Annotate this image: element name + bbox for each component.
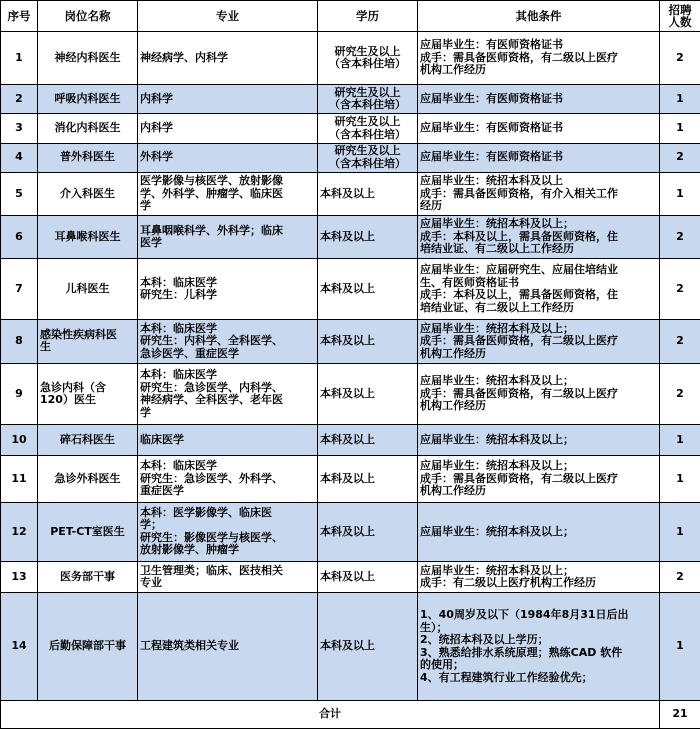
cell-cond-line: 机构工作经历 — [420, 63, 486, 77]
cell-edu-line: 本科及以上 — [320, 433, 375, 447]
cell-major-line: 放射影像学、肿瘤学 — [140, 543, 239, 557]
cell-count: 1 — [660, 593, 700, 701]
cell-major — [138, 143, 318, 172]
cell-edu — [318, 216, 418, 259]
cell-major-line: 神经病学、全科医学、老年医 — [140, 393, 283, 407]
cell-edu — [318, 456, 418, 502]
cell-post — [38, 32, 138, 85]
cell-cond — [418, 593, 660, 701]
cell-cond-line: 应届毕业生：统招本科及以上； — [420, 563, 574, 577]
cell-count: 1 — [660, 172, 700, 215]
cell-post — [38, 114, 138, 143]
cell-cond-line: 4、有工程建筑行业工作经验优先； — [420, 670, 593, 684]
cell-count: 2 — [660, 259, 700, 319]
cell-major — [138, 456, 318, 502]
cell-edu-line: 研究生及以上 — [334, 115, 401, 129]
cell-no: 3 — [1, 114, 38, 143]
cell-count: 1 — [660, 456, 700, 502]
cell-edu-line: 本科及以上 — [320, 229, 375, 243]
cell-major-line: 研究生：急诊医学、外科学、 — [140, 471, 283, 485]
cell-cond-line: 应届毕业生：统招本科及以上； — [420, 433, 574, 447]
cell-major-line: 学、外科学、肿瘤学、临床医 — [140, 186, 283, 200]
cell-post-line: 急诊内科（含 — [40, 380, 106, 394]
cell-post-line: 耳鼻喉科医生 — [54, 229, 121, 243]
cell-cond-line: 应届毕业生：有医师资格证书 — [420, 121, 563, 135]
table-row — [1, 502, 700, 561]
cell-cond — [418, 143, 660, 172]
cell-post — [38, 593, 138, 701]
total-row — [1, 701, 700, 729]
cell-no: 11 — [1, 456, 38, 502]
cell-major — [138, 114, 318, 143]
cell-post — [38, 363, 138, 424]
header-count — [660, 1, 700, 32]
cell-edu-line: （含本科住培） — [329, 57, 406, 71]
table-row — [1, 562, 700, 593]
cell-cond — [418, 562, 660, 593]
cell-no: 5 — [1, 172, 38, 215]
cell-cond-line: 1、40周岁及以下（1984年8月31日后出 — [420, 608, 629, 622]
cell-cond-line: 机构工作经历 — [420, 399, 486, 413]
header-post: 岗位名称 — [38, 1, 138, 32]
cell-major-line: 研究生：内科学、全科医学、 — [140, 334, 283, 348]
cell-cond — [418, 425, 660, 456]
cell-major-line: 本科：医学影像学、临床医 — [140, 505, 272, 519]
cell-no: 13 — [1, 562, 38, 593]
cell-post — [38, 216, 138, 259]
cell-post — [38, 319, 138, 363]
cell-cond-line: 生）； — [420, 620, 448, 634]
cell-edu — [318, 172, 418, 215]
cell-major-line: 外科学 — [140, 150, 173, 164]
table-row — [1, 593, 700, 701]
cell-post-line: 普外科医生 — [60, 150, 115, 164]
cell-edu — [318, 363, 418, 424]
cell-post — [38, 502, 138, 561]
cell-edu-line: （含本科住培） — [329, 127, 406, 141]
total-label: 合计 — [1, 701, 660, 729]
cell-major-line: 神经病学、内科学 — [140, 50, 228, 64]
cell-edu — [318, 502, 418, 561]
cell-no: 10 — [1, 425, 38, 456]
header-row — [1, 1, 700, 32]
cell-post-line: PET-CT室医生 — [50, 524, 125, 538]
cell-edu — [318, 32, 418, 85]
cell-major-line: 本科：临床医学 — [140, 275, 217, 289]
cell-post-line: 呼吸内科医生 — [54, 92, 121, 106]
cell-major — [138, 216, 318, 259]
cell-major-line: 本科：临床医学 — [140, 368, 217, 382]
cell-major-line: 本科：临床医学 — [140, 459, 217, 473]
table-row — [1, 363, 700, 424]
cell-major-line: 本科：临床医学 — [140, 321, 217, 335]
cell-major — [138, 502, 318, 561]
cell-post — [38, 85, 138, 114]
cell-edu-line: 本科及以上 — [320, 386, 375, 400]
cell-edu-line: 本科及以上 — [320, 334, 375, 348]
cell-major — [138, 259, 318, 319]
cell-major-line: 工程建筑类相关专业 — [140, 639, 239, 653]
cell-major-line: 临床医学 — [140, 433, 184, 447]
cell-post-line: 儿科医生 — [65, 281, 110, 295]
cell-cond — [418, 216, 660, 259]
header-major: 专业 — [138, 1, 318, 32]
cell-no: 12 — [1, 502, 38, 561]
cell-cond — [418, 114, 660, 143]
header-cond: 其他条件 — [418, 1, 660, 32]
header-count-line: 人数 — [668, 15, 692, 29]
cell-cond-line: 应届毕业生：统招本科及以上； — [420, 459, 574, 473]
cell-no: 4 — [1, 143, 38, 172]
cell-edu — [318, 593, 418, 701]
cell-major-line: 医学影像与核医学、放射影像 — [140, 174, 283, 188]
cell-edu — [318, 85, 418, 114]
cell-major — [138, 562, 318, 593]
cell-post-line: 生 — [40, 340, 51, 354]
cell-cond-line: 成手：本科及以上，需具备医师资格，住 — [420, 229, 618, 243]
cell-major — [138, 32, 318, 85]
table-row — [1, 259, 700, 319]
header-count-line: 招聘 — [668, 2, 692, 17]
cell-edu-line: 本科及以上 — [320, 281, 375, 295]
cell-edu — [318, 114, 418, 143]
cell-post-line: 消化内科医生 — [54, 121, 121, 135]
table-row — [1, 114, 700, 143]
cell-edu — [318, 259, 418, 319]
cell-post — [38, 143, 138, 172]
cell-post-line: 医务部干事 — [60, 569, 115, 583]
cell-cond-line: 2、统招本科及以上学历； — [420, 633, 549, 647]
cell-edu — [318, 562, 418, 593]
cell-post-line: 神经内科医生 — [54, 50, 121, 64]
cell-cond-line: 应届毕业生：统招本科及以上 — [420, 174, 563, 188]
cell-count: 2 — [660, 562, 700, 593]
cell-cond-line: 的使用； — [420, 658, 464, 672]
cell-cond-line: 应届毕业生：有医师资格证书 — [420, 92, 563, 106]
cell-major-line: 急诊医学、重症医学 — [140, 346, 239, 360]
cell-cond-line: 成手：需具备医师资格，有二级以上医疗 — [420, 471, 618, 485]
cell-edu-line: 研究生及以上 — [334, 85, 401, 99]
cell-cond-line: 成手：需具备医师资格，有介入相关工作 — [420, 186, 618, 200]
cell-cond-line: 成手：有二级以上医疗机构工作经历 — [420, 576, 596, 590]
table-row — [1, 456, 700, 502]
cell-cond-line: 应届毕业生：有医师资格证书 — [420, 150, 563, 164]
cell-major-line: 研究生：儿科学 — [140, 288, 217, 301]
table-row — [1, 216, 700, 259]
cell-post — [38, 456, 138, 502]
cell-cond — [418, 502, 660, 561]
total-value: 21 — [660, 701, 700, 729]
cell-major-line: 内科学 — [140, 92, 173, 106]
cell-cond-line: 应届毕业生：统招本科及以上； — [420, 321, 574, 335]
cell-cond-line: 生、有医师资格证书 — [420, 275, 519, 289]
cell-count: 1 — [660, 114, 700, 143]
header-edu: 学历 — [318, 1, 418, 32]
cell-cond — [418, 172, 660, 215]
cell-edu — [318, 425, 418, 456]
cell-cond-line: 3、熟悉给排水系统原理；熟练CAD 软件 — [420, 645, 623, 659]
cell-major-line: 专业 — [140, 576, 162, 590]
cell-post-line: 急诊外科医生 — [54, 471, 121, 485]
cell-cond — [418, 319, 660, 363]
cell-cond-line: 培结业证、有二级以上工作经历 — [420, 242, 574, 256]
cell-edu-line: 本科及以上 — [320, 471, 375, 485]
cell-cond-line: 应届毕业生：统招本科及以上； — [420, 524, 574, 538]
cell-major — [138, 85, 318, 114]
cell-count: 1 — [660, 85, 700, 114]
cell-post — [38, 172, 138, 215]
cell-post — [38, 259, 138, 319]
cell-cond-line: 成手：本科及以上，需具备医师资格，住 — [420, 288, 618, 301]
cell-major-line: 学 — [140, 405, 151, 419]
cell-cond — [418, 363, 660, 424]
cell-cond-line: 应届毕业生：统招本科及以上； — [420, 374, 574, 388]
cell-no: 14 — [1, 593, 38, 701]
cell-major — [138, 363, 318, 424]
header-no: 序号 — [1, 1, 38, 32]
cell-edu — [318, 143, 418, 172]
cell-major-line: 耳鼻咽喉科学、外科学；临床 — [140, 223, 283, 237]
cell-cond-line: 机构工作经历 — [420, 484, 486, 498]
cell-post-line: 介入科医生 — [60, 186, 115, 200]
cell-edu-line: 研究生及以上 — [334, 44, 401, 58]
table-row — [1, 425, 700, 456]
cell-major-line: 医学 — [140, 236, 162, 250]
cell-post-line: 120）医生 — [40, 393, 96, 407]
cell-major-line: 研究生：影像医学与核医学、 — [140, 530, 283, 544]
cell-count: 2 — [660, 216, 700, 259]
table-row — [1, 143, 700, 172]
cell-cond-line: 经历 — [420, 199, 442, 213]
cell-edu-line: 本科及以上 — [320, 569, 375, 583]
cell-major-line: 重症医学 — [140, 484, 184, 498]
cell-no: 9 — [1, 363, 38, 424]
cell-major — [138, 593, 318, 701]
cell-count: 1 — [660, 425, 700, 456]
cell-count: 2 — [660, 319, 700, 363]
cell-cond-line: 应届毕业生：应届研究生、应届住培结业 — [420, 263, 618, 276]
cell-count: 1 — [660, 502, 700, 561]
cell-edu-line: 本科及以上 — [320, 524, 375, 538]
cell-post-line: 感染性疾病科医 — [40, 327, 117, 341]
cell-major-line: 卫生管理类；临床、医技相关 — [140, 563, 283, 577]
cell-major — [138, 172, 318, 215]
table-row — [1, 85, 700, 114]
cell-major — [138, 319, 318, 363]
table-row — [1, 172, 700, 215]
cell-no: 8 — [1, 319, 38, 363]
cell-cond-line: 应届毕业生：有医师资格证书 — [420, 38, 563, 52]
cell-count: 2 — [660, 143, 700, 172]
cell-cond-line: 成手：需具备医师资格，有二级以上医疗 — [420, 50, 618, 64]
cell-edu-line: 研究生及以上 — [334, 144, 401, 158]
cell-post — [38, 562, 138, 593]
cell-edu — [318, 319, 418, 363]
cell-cond — [418, 456, 660, 502]
cell-major — [138, 425, 318, 456]
cell-cond-line: 培结业证、有二级以上工作经历 — [420, 300, 574, 314]
cell-major-line: 学； — [140, 518, 162, 532]
cell-cond-line: 成手：需具备医师资格，有二级以上医疗 — [420, 386, 618, 400]
cell-cond-line: 机构工作经历 — [420, 346, 486, 360]
table-row — [1, 32, 700, 85]
cell-no: 1 — [1, 32, 38, 85]
cell-cond-line: 应届毕业生：统招本科及以上； — [420, 217, 574, 231]
cell-no: 7 — [1, 259, 38, 319]
table-row — [1, 319, 700, 363]
cell-edu-line: （含本科住培） — [329, 156, 406, 170]
cell-edu-line: 本科及以上 — [320, 186, 375, 200]
cell-cond — [418, 85, 660, 114]
cell-major-line: 学 — [140, 199, 151, 213]
cell-major-line: 研究生：急诊医学、内科学、 — [140, 380, 283, 394]
cell-edu-line: （含本科住培） — [329, 98, 406, 112]
cell-post-line: 碎石科医生 — [60, 433, 115, 447]
cell-cond — [418, 32, 660, 85]
cell-post-line: 后勤保障部干事 — [49, 639, 126, 653]
cell-no: 6 — [1, 216, 38, 259]
cell-edu-line: 本科及以上 — [320, 639, 375, 653]
cell-count: 2 — [660, 32, 700, 85]
cell-no: 2 — [1, 85, 38, 114]
cell-cond — [418, 259, 660, 319]
cell-major-line: 内科学 — [140, 121, 173, 135]
cell-count: 2 — [660, 363, 700, 424]
cell-cond-line: 成手：需具备医师资格，有二级以上医疗 — [420, 334, 618, 348]
cell-post — [38, 425, 138, 456]
